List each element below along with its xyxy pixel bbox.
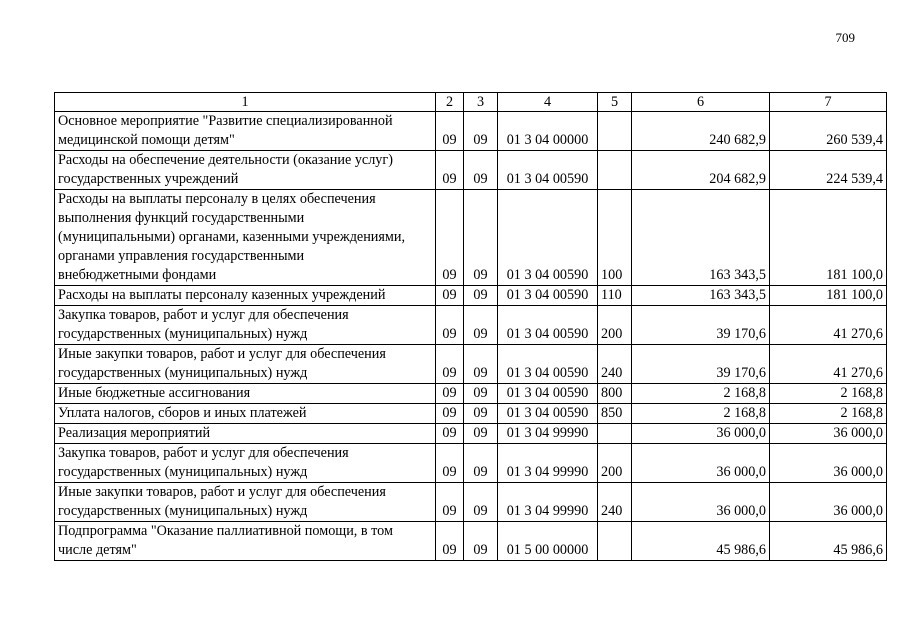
- amount-cell-6: 45 986,6: [632, 522, 770, 561]
- amount-cell-7: 41 270,6: [770, 306, 887, 345]
- section-cell: 09: [436, 151, 464, 190]
- header-cell-2: 2: [436, 93, 464, 112]
- table-row: [55, 522, 887, 561]
- target-article-cell: 01 3 04 00590: [498, 306, 598, 345]
- table-row: [55, 424, 887, 444]
- item-name-cell: Иные бюджетные ассигнования: [55, 384, 436, 404]
- section-cell: 09: [436, 384, 464, 404]
- subsection-cell: 09: [464, 424, 498, 444]
- header-cell-3: 3: [464, 93, 498, 112]
- section-cell: 09: [436, 483, 464, 522]
- subsection-cell: 09: [464, 345, 498, 384]
- header-cell-6: 6: [632, 93, 770, 112]
- subsection-cell: 09: [464, 112, 498, 151]
- section-cell: 09: [436, 345, 464, 384]
- expense-type-cell: 200: [598, 444, 632, 483]
- header-row: [55, 93, 887, 112]
- section-cell: 09: [436, 286, 464, 306]
- target-article-cell: 01 3 04 99990: [498, 424, 598, 444]
- target-article-cell: 01 3 04 00590: [498, 345, 598, 384]
- amount-cell-6: 163 343,5: [632, 286, 770, 306]
- subsection-cell: 09: [464, 444, 498, 483]
- item-name-cell: Уплата налогов, сборов и иных платежей: [55, 404, 436, 424]
- amount-cell-6: 2 168,8: [632, 404, 770, 424]
- expense-type-cell: [598, 151, 632, 190]
- amount-cell-7: 41 270,6: [770, 345, 887, 384]
- subsection-cell: 09: [464, 483, 498, 522]
- amount-cell-6: 36 000,0: [632, 483, 770, 522]
- table-row: [55, 384, 887, 404]
- subsection-cell: 09: [464, 151, 498, 190]
- target-article-cell: 01 3 04 00590: [498, 404, 598, 424]
- amount-cell-6: 39 170,6: [632, 306, 770, 345]
- subsection-cell: 09: [464, 286, 498, 306]
- amount-cell-6: 39 170,6: [632, 345, 770, 384]
- item-name-cell: Расходы на обеспечение деятельности (оказание услуг) государственных учреждений: [55, 151, 436, 190]
- amount-cell-6: 36 000,0: [632, 424, 770, 444]
- target-article-cell: 01 3 04 00590: [498, 190, 598, 286]
- expense-type-cell: 850: [598, 404, 632, 424]
- section-cell: 09: [436, 306, 464, 345]
- expense-type-cell: 200: [598, 306, 632, 345]
- item-name-cell: Расходы на выплаты персоналу казенных учреждений: [55, 286, 436, 306]
- header-cell-4: 4: [498, 93, 598, 112]
- header-cell-5: 5: [598, 93, 632, 112]
- expense-type-cell: [598, 112, 632, 151]
- section-cell: 09: [436, 112, 464, 151]
- amount-cell-7: 36 000,0: [770, 483, 887, 522]
- expense-type-cell: [598, 522, 632, 561]
- subsection-cell: 09: [464, 190, 498, 286]
- target-article-cell: 01 3 04 00590: [498, 286, 598, 306]
- expense-type-cell: 240: [598, 483, 632, 522]
- table-row: [55, 404, 887, 424]
- subsection-cell: 09: [464, 522, 498, 561]
- table-row: [55, 112, 887, 151]
- target-article-cell: 01 5 00 00000: [498, 522, 598, 561]
- item-name-cell: Иные закупки товаров, работ и услуг для обеспечения государственных (муниципальных) нужд: [55, 345, 436, 384]
- expense-type-cell: 240: [598, 345, 632, 384]
- table-row: [55, 190, 887, 286]
- item-name-cell: Основное мероприятие "Развитие специализированной медицинской помощи детям": [55, 112, 436, 151]
- section-cell: 09: [436, 190, 464, 286]
- amount-cell-7: 36 000,0: [770, 444, 887, 483]
- item-name-cell: Подпрограмма "Оказание паллиативной помощи, в том числе детям": [55, 522, 436, 561]
- item-name-cell: Закупка товаров, работ и услуг для обеспечения государственных (муниципальных) нужд: [55, 444, 436, 483]
- expense-type-cell: [598, 424, 632, 444]
- header-cell-1: 1: [55, 93, 436, 112]
- table-row: [55, 286, 887, 306]
- subsection-cell: 09: [464, 384, 498, 404]
- expense-type-cell: 800: [598, 384, 632, 404]
- amount-cell-7: 260 539,4: [770, 112, 887, 151]
- table-body: [55, 93, 887, 561]
- target-article-cell: 01 3 04 00590: [498, 384, 598, 404]
- table-row: [55, 483, 887, 522]
- target-article-cell: 01 3 04 00590: [498, 151, 598, 190]
- item-name-cell: Закупка товаров, работ и услуг для обеспечения государственных (муниципальных) нужд: [55, 306, 436, 345]
- amount-cell-6: 163 343,5: [632, 190, 770, 286]
- item-name-cell: Расходы на выплаты персоналу в целях обеспечения выполнения функций государственными (муниципальными) органами, казенными учреждениями, органами управления государственными внебюджетными фондами: [55, 190, 436, 286]
- table-row: [55, 345, 887, 384]
- header-cell-7: 7: [770, 93, 887, 112]
- expense-type-cell: 100: [598, 190, 632, 286]
- table-row: [55, 444, 887, 483]
- target-article-cell: 01 3 04 00000: [498, 112, 598, 151]
- amount-cell-7: 2 168,8: [770, 384, 887, 404]
- section-cell: 09: [436, 404, 464, 424]
- table-row: [55, 306, 887, 345]
- subsection-cell: 09: [464, 404, 498, 424]
- subsection-cell: 09: [464, 306, 498, 345]
- section-cell: 09: [436, 424, 464, 444]
- section-cell: 09: [436, 444, 464, 483]
- target-article-cell: 01 3 04 99990: [498, 444, 598, 483]
- section-cell: 09: [436, 522, 464, 561]
- target-article-cell: 01 3 04 99990: [498, 483, 598, 522]
- item-name-cell: Иные закупки товаров, работ и услуг для обеспечения государственных (муниципальных) нужд: [55, 483, 436, 522]
- expense-type-cell: 110: [598, 286, 632, 306]
- amount-cell-7: 45 986,6: [770, 522, 887, 561]
- table-row: [55, 151, 887, 190]
- item-name-cell: Реализация мероприятий: [55, 424, 436, 444]
- amount-cell-7: 2 168,8: [770, 404, 887, 424]
- amount-cell-7: 36 000,0: [770, 424, 887, 444]
- amount-cell-6: 2 168,8: [632, 384, 770, 404]
- budget-table: [54, 92, 887, 561]
- amount-cell-6: 204 682,9: [632, 151, 770, 190]
- page-number: 709: [835, 30, 855, 45]
- amount-cell-7: 181 100,0: [770, 190, 887, 286]
- amount-cell-6: 36 000,0: [632, 444, 770, 483]
- amount-cell-7: 224 539,4: [770, 151, 887, 190]
- amount-cell-7: 181 100,0: [770, 286, 887, 306]
- amount-cell-6: 240 682,9: [632, 112, 770, 151]
